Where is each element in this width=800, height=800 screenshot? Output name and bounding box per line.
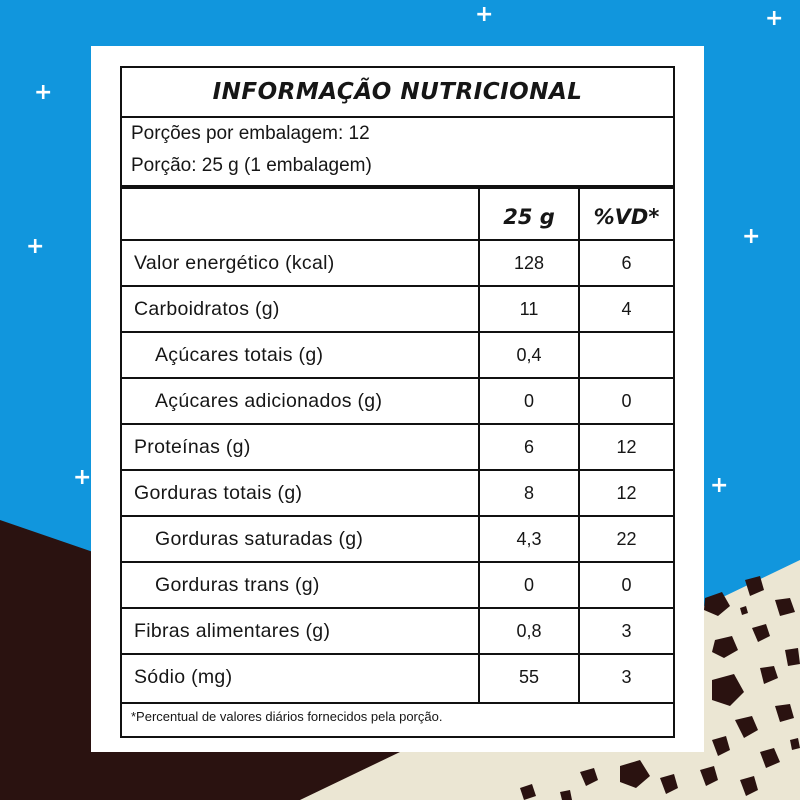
table-row xyxy=(122,516,673,562)
nutrient-label: Valor energético (kcal) xyxy=(134,251,335,274)
table-row xyxy=(122,240,673,286)
nutrient-label: Proteínas (g) xyxy=(134,435,251,458)
sparkle-icon: + xyxy=(34,80,53,105)
table-title: INFORMAÇÃO NUTRICIONAL xyxy=(212,79,583,105)
table-row xyxy=(122,378,673,424)
nutrient-label: Gorduras saturadas (g) xyxy=(155,527,364,550)
table-row xyxy=(122,286,673,332)
thick-divider xyxy=(122,185,673,189)
nutrient-amount: 4,3 xyxy=(516,528,542,549)
nutrient-amount: 6 xyxy=(523,436,534,457)
nutrient-daily-value: 6 xyxy=(621,252,632,273)
nutrient-daily-value xyxy=(580,332,673,378)
nutrition-table xyxy=(120,66,675,738)
table-row xyxy=(122,608,673,654)
table-row xyxy=(122,470,673,516)
sparkle-icon: + xyxy=(765,6,784,31)
table-row xyxy=(122,654,673,700)
servings-per-package: Porções por embalagem: 12 xyxy=(131,123,370,144)
divider xyxy=(122,116,673,118)
nutrient-label: Açúcares totais (g) xyxy=(155,343,324,366)
divider xyxy=(122,702,673,704)
nutrient-daily-value: 0 xyxy=(621,574,632,595)
nutrient-amount: 0 xyxy=(523,574,534,595)
footnote: *Percentual de valores diários fornecidos pela porção. xyxy=(131,709,443,724)
nutrient-amount: 11 xyxy=(519,298,539,319)
nutrient-label: Gorduras trans (g) xyxy=(155,573,320,596)
nutrient-daily-value: 0 xyxy=(621,390,632,411)
sparkle-icon: + xyxy=(26,234,45,259)
table-row xyxy=(122,332,673,378)
nutrient-label: Fibras alimentares (g) xyxy=(134,619,331,642)
nutrient-daily-value: 3 xyxy=(621,666,632,687)
nutrient-amount: 8 xyxy=(523,482,534,503)
nutrient-label: Açúcares adicionados (g) xyxy=(155,389,383,412)
table-row xyxy=(122,562,673,608)
table-row xyxy=(122,424,673,470)
nutrient-daily-value: 12 xyxy=(616,482,637,503)
sparkle-icon: + xyxy=(475,2,494,27)
nutrient-label: Sódio (mg) xyxy=(134,665,233,688)
nutrient-amount: 0 xyxy=(523,390,534,411)
nutrient-amount: 0,8 xyxy=(516,620,542,641)
sparkle-icon: + xyxy=(710,473,729,498)
nutrient-daily-value: 4 xyxy=(621,298,632,319)
serving-size: Porção: 25 g (1 embalagem) xyxy=(131,155,372,176)
nutrient-daily-value: 3 xyxy=(621,620,632,641)
nutrient-amount: 128 xyxy=(513,252,545,273)
nutrient-amount: 0,4 xyxy=(516,344,542,365)
amount-column-header: 25 g xyxy=(503,205,555,229)
dv-column-header: %VD* xyxy=(593,205,660,229)
sparkle-icon: + xyxy=(73,465,92,490)
nutrient-amount: 55 xyxy=(518,666,540,687)
nutrient-daily-value: 22 xyxy=(616,528,637,549)
nutrient-label: Carboidratos (g) xyxy=(134,297,280,320)
sparkle-icon: + xyxy=(742,224,761,249)
nutrient-daily-value: 12 xyxy=(616,436,637,457)
nutrient-label: Gorduras totais (g) xyxy=(134,481,303,504)
